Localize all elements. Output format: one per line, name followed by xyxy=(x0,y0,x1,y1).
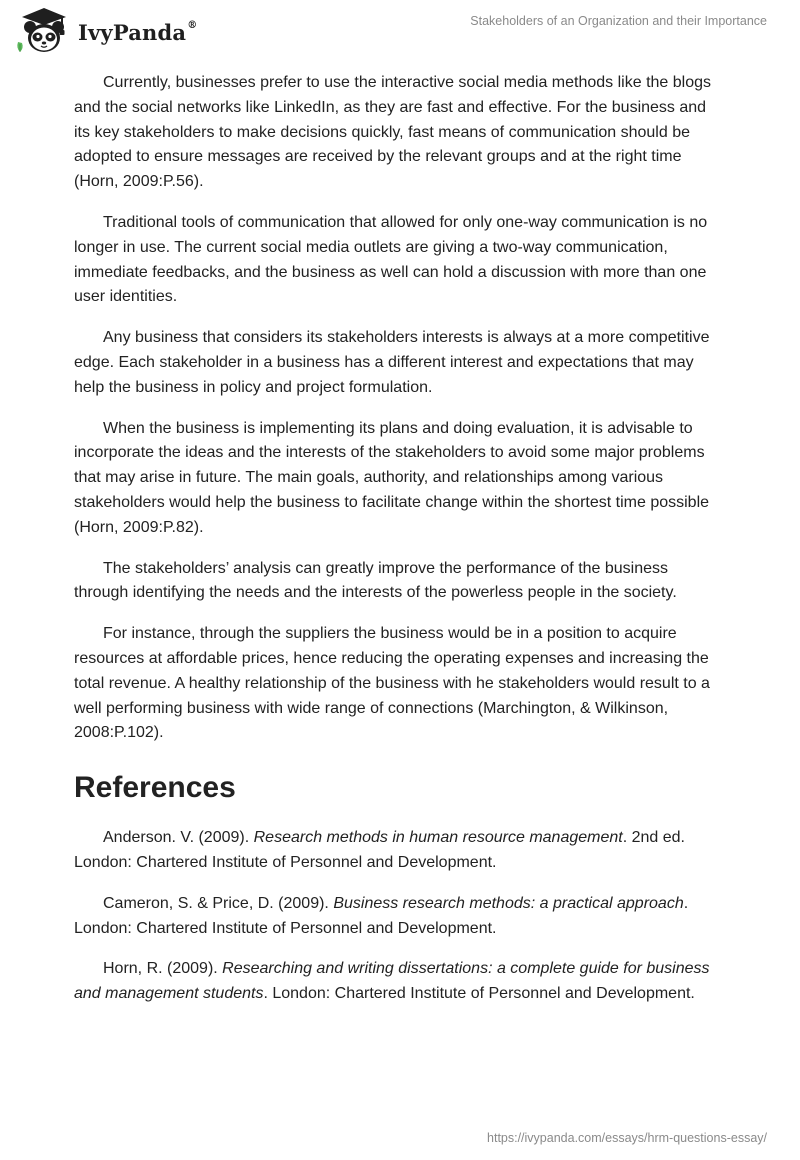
document-title: Stakeholders of an Organization and their Importance xyxy=(470,14,767,28)
reference-publisher: . London: Chartered Institute of Personnel and Development. xyxy=(74,894,689,937)
reference-publisher: . London: Chartered Institute of Personnel and Development. xyxy=(263,985,695,1003)
essay-content xyxy=(74,71,726,1023)
registered-mark: ® xyxy=(187,19,198,31)
reference-author: Anderson. V. (2009). xyxy=(103,829,254,847)
ivypanda-logo[interactable] xyxy=(14,6,197,56)
page-header xyxy=(0,0,800,60)
reference-author: Horn, R. (2009). xyxy=(103,960,223,978)
footer-url-link[interactable]: https://ivypanda.com/essays/hrm-questions-essay/ xyxy=(487,1131,767,1145)
body-paragraph-2: Traditional tools of communication that allowed for only one-way communication is no longer in use. The current social media outlets are giving a two-way communication, immediate feedbacks, and the business as well can hold a discussion with more than one user identities. xyxy=(74,213,708,306)
reference-title: Research methods in human resource management xyxy=(253,829,623,847)
references-heading: References xyxy=(74,771,236,805)
body-paragraph-3: Any business that considers its stakeholders interests is always at a more competitive edge. Each stakeholder in a business has a different interest and expectations that may help the business in policy and project formulation. xyxy=(74,329,710,396)
panda-graduate-icon xyxy=(14,6,74,56)
reference-title: Business research methods: a practical approach xyxy=(333,894,684,912)
body-paragraph-1: Currently, businesses prefer to use the interactive social media methods like the blogs and the social networks like LinkedIn, as they are fast and effective. For the business and its key stakeholders to make decisions quickly, fast means of communication should be adopted to ensure messages are received by the relevant groups and at the right time (Horn, 2009:P.56). xyxy=(74,74,712,191)
body-paragraph-5: The stakeholders’ analysis can greatly improve the performance of the business through identifying the needs and the interests of the powerless people in the society. xyxy=(74,559,677,602)
body-paragraph-4: When the business is implementing its plans and doing evaluation, it is advisable to incorporate the ideas and the interests of the stakeholders to avoid some major problems that may arise in future. The main goals, authority, and relationships among various stakeholders would help the business to facilitate change within the shortest time possible (Horn, 2009:P.82). xyxy=(74,419,710,536)
brand-name: IvyPanda® xyxy=(78,19,198,45)
reference-item-3 xyxy=(74,957,726,1007)
reference-item-1 xyxy=(74,826,726,876)
body-paragraph-6: For instance, through the suppliers the business would be in a position to acquire resources at affordable prices, hence reducing the operating expenses and increasing the total revenue. A healthy relationship of the business with he stakeholders would result to a well performing business with wide range of connections (Marchington, & Wilkinson, 2008:P.102). xyxy=(74,625,710,742)
reference-author: Cameron, S. & Price, D. (2009). xyxy=(103,894,334,912)
reference-publisher: . 2nd ed. London: Chartered Institute of Personnel and Development. xyxy=(74,829,685,871)
reference-item-2 xyxy=(74,892,726,942)
reference-title: Researching and writing dissertations: a complete guide for business and management students xyxy=(74,960,710,1003)
